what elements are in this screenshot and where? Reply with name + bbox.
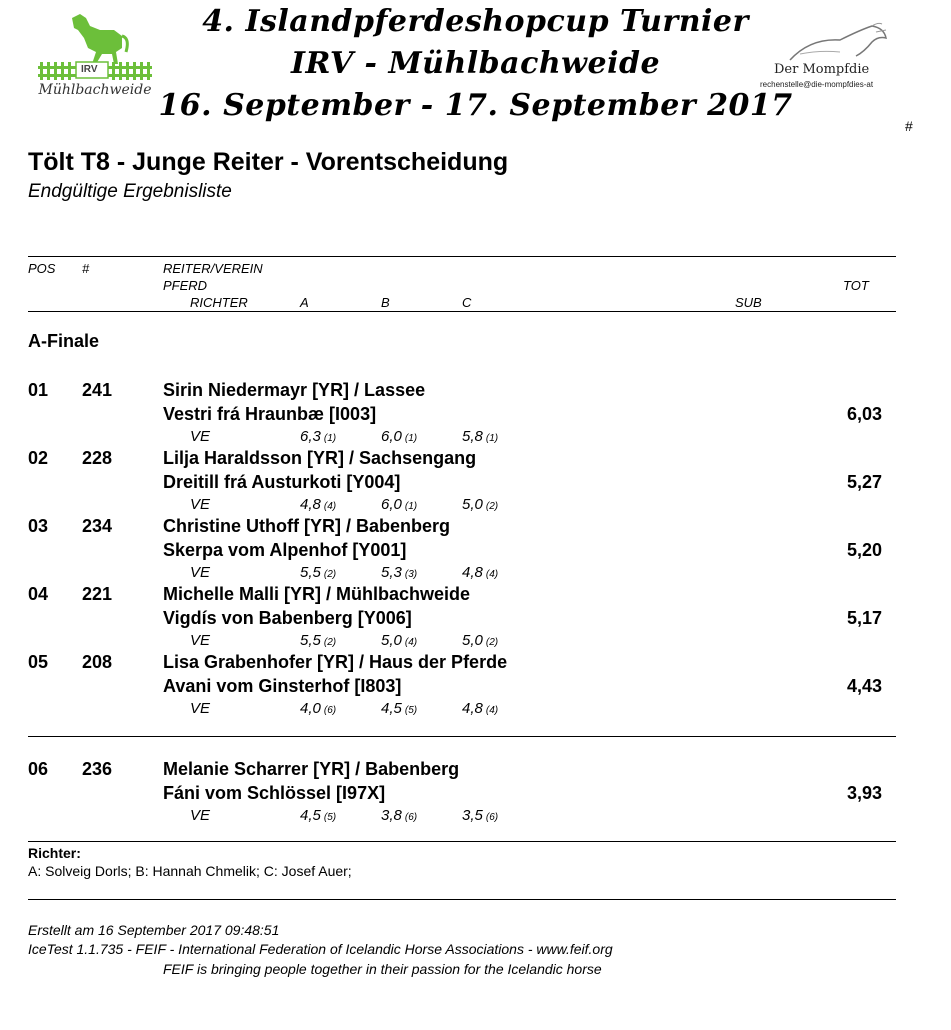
col-a: A bbox=[300, 295, 309, 310]
header-line-3: 16. September - 17. September 2017 bbox=[158, 88, 793, 123]
logo-caption: Mühlbachweide bbox=[38, 82, 152, 98]
result-judge: VE bbox=[190, 564, 211, 581]
result-total: 5,27 bbox=[846, 472, 882, 492]
col-c: C bbox=[462, 295, 472, 310]
col-pos: POS bbox=[28, 261, 56, 276]
score-value: 5,8 bbox=[462, 428, 483, 445]
result-horse: Vestri frá Hraunbæ [I003] bbox=[163, 404, 377, 424]
judges-top-rule bbox=[28, 841, 896, 842]
final-separator-rule bbox=[28, 736, 896, 737]
score-rank: (6) bbox=[485, 812, 499, 823]
judges-label: Richter: bbox=[28, 845, 81, 861]
col-num: # bbox=[82, 261, 90, 276]
score-value: 3,5 bbox=[462, 807, 483, 824]
score-value: 5,5 bbox=[300, 632, 321, 649]
result-judge: VE bbox=[190, 807, 211, 824]
result-start-number: 228 bbox=[82, 448, 113, 468]
score-value: 3,8 bbox=[381, 807, 402, 824]
score-rank: (4) bbox=[485, 569, 499, 580]
mompfdie-logo bbox=[760, 20, 900, 95]
score-value: 6,3 bbox=[300, 428, 321, 445]
page-title: Tölt T8 - Junge Reiter - Vorentscheidung bbox=[28, 148, 509, 176]
score-c bbox=[462, 700, 498, 717]
score-value: 4,5 bbox=[381, 700, 402, 717]
logo-email: rechenstelle@die-mompfdies-at bbox=[760, 80, 874, 89]
col-tot: TOT bbox=[843, 278, 869, 293]
score-a bbox=[300, 700, 336, 717]
score-value: 4,8 bbox=[300, 496, 321, 513]
score-rank: (1) bbox=[485, 433, 499, 444]
col-rider-club: REITER/VEREIN bbox=[163, 261, 263, 276]
footer-software: IceTest 1.1.735 - FEIF - International Federation of Icelandic Horse Associations - www.feif.org bbox=[28, 941, 613, 957]
result-total: 5,17 bbox=[846, 608, 882, 628]
score-value: 5,0 bbox=[381, 632, 402, 649]
header-line-1: 4. Islandpferdeshopcup Turnier bbox=[202, 4, 749, 39]
score-b bbox=[381, 428, 417, 445]
score-value: 5,3 bbox=[381, 564, 402, 581]
score-c bbox=[462, 807, 498, 824]
score-value: 4,0 bbox=[300, 700, 321, 717]
score-a bbox=[300, 807, 336, 824]
result-start-number: 236 bbox=[82, 759, 113, 779]
section-a-finale: A-Finale bbox=[28, 331, 100, 351]
score-rank: (4) bbox=[323, 501, 337, 512]
result-rider: Christine Uthoff [YR] / Babenberg bbox=[163, 516, 450, 536]
result-horse: Skerpa vom Alpenhof [Y001] bbox=[163, 540, 407, 560]
result-start-number: 234 bbox=[82, 516, 113, 536]
logo-badge: IRV bbox=[81, 64, 98, 75]
score-rank: (4) bbox=[404, 637, 418, 648]
result-pos: 03 bbox=[28, 516, 49, 536]
score-a bbox=[300, 496, 336, 513]
col-horse: PFERD bbox=[163, 278, 208, 293]
score-rank: (2) bbox=[323, 637, 337, 648]
col-judge: RICHTER bbox=[190, 295, 248, 310]
score-value: 6,0 bbox=[381, 496, 402, 513]
footer-slogan: FEIF is bringing people together in their passion for the Icelandic horse bbox=[163, 961, 602, 977]
result-total: 3,93 bbox=[846, 783, 882, 803]
score-c bbox=[462, 564, 498, 581]
score-rank: (2) bbox=[485, 637, 499, 648]
score-rank: (6) bbox=[323, 705, 337, 716]
score-rank: (1) bbox=[404, 433, 418, 444]
result-pos: 02 bbox=[28, 448, 49, 468]
result-start-number: 221 bbox=[82, 584, 113, 604]
score-c bbox=[462, 496, 498, 513]
score-c bbox=[462, 428, 498, 445]
result-start-number: 208 bbox=[82, 652, 113, 672]
score-value: 4,8 bbox=[462, 564, 483, 581]
score-rank: (2) bbox=[323, 569, 337, 580]
result-rider: Melanie Scharrer [YR] / Babenberg bbox=[163, 759, 460, 779]
header-bottom-rule bbox=[28, 311, 896, 312]
result-judge: VE bbox=[190, 428, 211, 445]
result-horse: Avani vom Ginsterhof [I803] bbox=[163, 676, 402, 696]
hash-mark: # bbox=[905, 118, 913, 134]
score-b bbox=[381, 807, 417, 824]
score-c bbox=[462, 632, 498, 649]
result-horse: Dreitill frá Austurkoti [Y004] bbox=[163, 472, 401, 492]
header-top-rule bbox=[28, 256, 896, 257]
footer-created: Erstellt am 16 September 2017 09:48:51 bbox=[28, 922, 280, 938]
result-rider: Sirin Niedermayr [YR] / Lassee bbox=[163, 380, 426, 400]
judges-bottom-rule bbox=[28, 899, 896, 900]
score-rank: (6) bbox=[404, 812, 418, 823]
logo-name: Der Mompfdie bbox=[774, 62, 870, 77]
score-value: 5,5 bbox=[300, 564, 321, 581]
score-a bbox=[300, 428, 336, 445]
result-rider: Lilja Haraldsson [YR] / Sachsengang bbox=[163, 448, 477, 468]
score-a bbox=[300, 632, 336, 649]
header-line-2: IRV - Mühlbachweide bbox=[290, 46, 661, 81]
col-b: B bbox=[381, 295, 390, 310]
result-start-number: 241 bbox=[82, 380, 113, 400]
score-rank: (1) bbox=[323, 433, 337, 444]
score-rank: (4) bbox=[485, 705, 499, 716]
result-pos: 01 bbox=[28, 380, 49, 400]
result-pos: 06 bbox=[28, 759, 49, 779]
result-total: 6,03 bbox=[846, 404, 882, 424]
score-a bbox=[300, 564, 336, 581]
score-b bbox=[381, 564, 417, 581]
score-b bbox=[381, 496, 417, 513]
result-judge: VE bbox=[190, 632, 211, 649]
judges-text: A: Solveig Dorls; B: Hannah Chmelik; C: Josef Auer; bbox=[28, 863, 352, 879]
score-value: 5,0 bbox=[462, 496, 483, 513]
score-value: 4,5 bbox=[300, 807, 321, 824]
score-rank: (1) bbox=[404, 501, 418, 512]
score-b bbox=[381, 632, 417, 649]
score-rank: (5) bbox=[323, 812, 337, 823]
score-value: 5,0 bbox=[462, 632, 483, 649]
score-value: 6,0 bbox=[381, 428, 402, 445]
score-b bbox=[381, 700, 417, 717]
result-judge: VE bbox=[190, 700, 211, 717]
result-rider: Lisa Grabenhofer [YR] / Haus der Pferde bbox=[163, 652, 508, 672]
score-value: 4,8 bbox=[462, 700, 483, 717]
result-pos: 04 bbox=[28, 584, 49, 604]
result-rider: Michelle Malli [YR] / Mühlbachweide bbox=[163, 584, 471, 604]
result-judge: VE bbox=[190, 496, 211, 513]
col-sub: SUB bbox=[735, 295, 762, 310]
result-horse: Vigdís von Babenberg [Y006] bbox=[163, 608, 412, 628]
page-subtitle: Endgültige Ergebnisliste bbox=[28, 181, 232, 202]
result-pos: 05 bbox=[28, 652, 49, 672]
score-rank: (5) bbox=[404, 705, 418, 716]
result-horse: Fáni vom Schlössel [I97X] bbox=[163, 783, 386, 803]
score-rank: (3) bbox=[404, 569, 418, 580]
score-rank: (2) bbox=[485, 501, 499, 512]
result-total: 5,20 bbox=[846, 540, 882, 560]
result-total: 4,43 bbox=[846, 676, 882, 696]
